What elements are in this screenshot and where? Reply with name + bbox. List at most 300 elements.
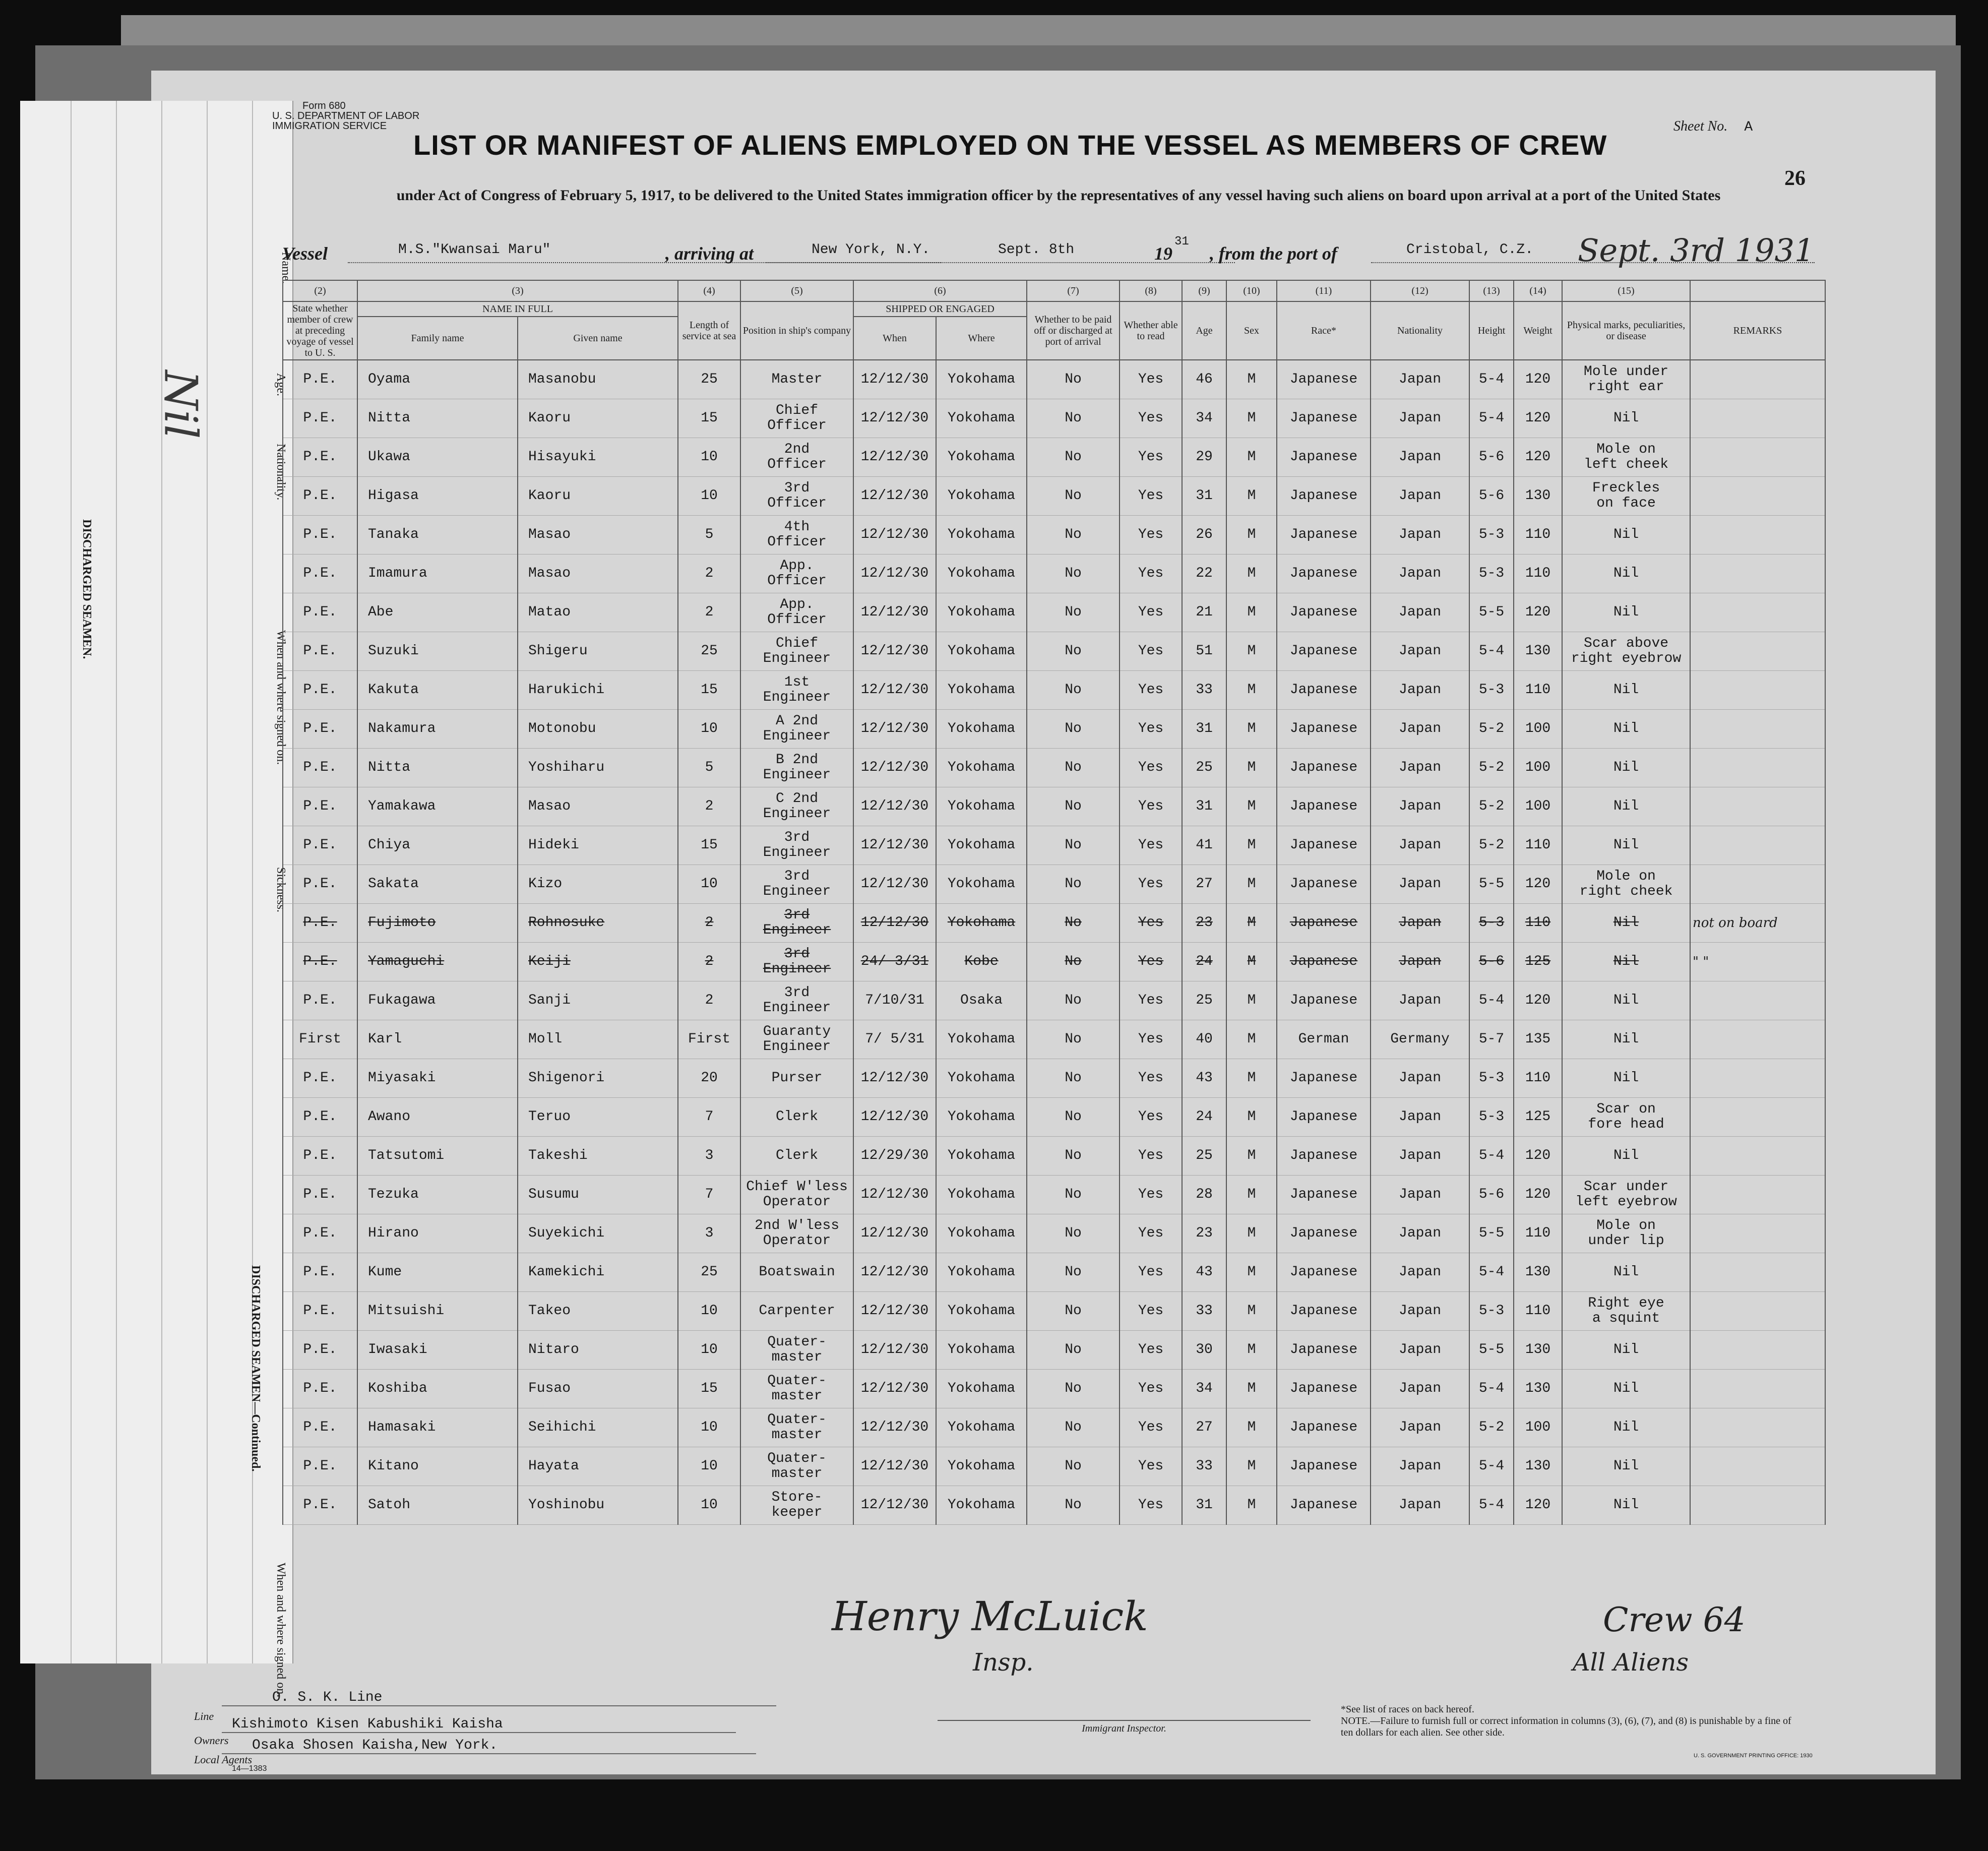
- cell-height: 5-4: [1469, 399, 1514, 438]
- cell-family-name: Ukawa: [357, 438, 518, 477]
- crew-count-note: Crew 64: [1603, 1600, 1746, 1639]
- cell-remarks: [1690, 710, 1825, 749]
- form-number: Form 680: [302, 100, 346, 111]
- cell-length-of-service: 5: [678, 516, 740, 554]
- cell-physical-marks: Right eye a squint: [1562, 1292, 1690, 1331]
- agents-code: 14—1383: [232, 1764, 267, 1773]
- cell-height: 5-2: [1469, 787, 1514, 826]
- cell-weight: 100: [1514, 749, 1562, 787]
- cell-shipped-when: 12/12/30: [853, 1253, 936, 1292]
- header-when: When: [853, 317, 936, 360]
- cell-race: Japanese: [1277, 632, 1371, 671]
- cell-position: C 2nd Engineer: [740, 787, 853, 826]
- cell-height: 5-3: [1469, 1098, 1514, 1137]
- cell-nationality: Japan: [1371, 904, 1469, 943]
- cell-race: Japanese: [1277, 749, 1371, 787]
- cell-race: Japanese: [1277, 1447, 1371, 1486]
- cell-length-of-service: 15: [678, 399, 740, 438]
- cell-physical-marks: Nil: [1562, 943, 1690, 981]
- cell-paid-off: No: [1027, 632, 1120, 671]
- cell-prev-voyage: P.E.: [283, 1214, 357, 1253]
- cell-able-to-read: Yes: [1120, 671, 1182, 710]
- handwritten-date: Sept. 3rd 1931: [1578, 232, 1815, 269]
- header-sex: Sex: [1226, 301, 1277, 360]
- cell-remarks: [1690, 671, 1825, 710]
- cell-shipped-when: 12/12/30: [853, 1292, 936, 1331]
- cell-able-to-read: Yes: [1120, 1486, 1182, 1525]
- cell-given-name: Masao: [518, 516, 678, 554]
- line-value: O. S. K. Line: [222, 1690, 776, 1706]
- cell-height: 5-4: [1469, 1137, 1514, 1176]
- cell-able-to-read: Yes: [1120, 360, 1182, 399]
- cell-age: 31: [1182, 787, 1226, 826]
- cell-nationality: Japan: [1371, 1331, 1469, 1370]
- cell-family-name: Nitta: [357, 399, 518, 438]
- cell-given-name: Kaoru: [518, 399, 678, 438]
- cell-given-name: Masao: [518, 554, 678, 593]
- cell-remarks: [1690, 1447, 1825, 1486]
- cell-position: Chief W'less Operator: [740, 1176, 853, 1214]
- form-department: U. S. DEPARTMENT OF LABOR: [272, 110, 420, 121]
- cell-weight: 120: [1514, 399, 1562, 438]
- cell-family-name: Oyama: [357, 360, 518, 399]
- cell-length-of-service: 25: [678, 632, 740, 671]
- cell-length-of-service: 10: [678, 1408, 740, 1447]
- cell-family-name: Chiya: [357, 826, 518, 865]
- cell-race: Japanese: [1277, 1370, 1371, 1408]
- cell-age: 25: [1182, 1137, 1226, 1176]
- cell-shipped-when: 12/12/30: [853, 632, 936, 671]
- cell-family-name: Nitta: [357, 749, 518, 787]
- cell-able-to-read: Yes: [1120, 593, 1182, 632]
- footer-notes: [1341, 1704, 1794, 1739]
- cell-physical-marks: Nil: [1562, 516, 1690, 554]
- cell-given-name: Harukichi: [518, 671, 678, 710]
- stub-label-sickness: Sickness.: [274, 867, 287, 912]
- cell-nationality: Japan: [1371, 826, 1469, 865]
- cell-position: Guaranty Engineer: [740, 1020, 853, 1059]
- cell-nationality: Japan: [1371, 632, 1469, 671]
- cell-prev-voyage: P.E.: [283, 943, 357, 981]
- table-row: [283, 593, 1825, 632]
- cell-remarks: [1690, 1292, 1825, 1331]
- cell-weight: 135: [1514, 1020, 1562, 1059]
- cell-race: Japanese: [1277, 516, 1371, 554]
- cell-family-name: Kume: [357, 1253, 518, 1292]
- cell-nationality: Japan: [1371, 360, 1469, 399]
- cell-position: Purser: [740, 1059, 853, 1098]
- cell-race: Japanese: [1277, 1292, 1371, 1331]
- year-prefix: 19: [1154, 243, 1172, 264]
- cell-physical-marks: Nil: [1562, 710, 1690, 749]
- arrival-port[interactable]: New York, N.Y.: [812, 242, 930, 258]
- cell-remarks: [1690, 1486, 1825, 1525]
- cell-physical-marks: Nil: [1562, 1370, 1690, 1408]
- cell-sex: M: [1226, 787, 1277, 826]
- cell-shipped-where: Yokohama: [936, 1176, 1027, 1214]
- cell-age: 43: [1182, 1253, 1226, 1292]
- header-name-in-full: NAME IN FULL: [357, 301, 678, 317]
- cell-prev-voyage: P.E.: [283, 1137, 357, 1176]
- cell-paid-off: No: [1027, 1292, 1120, 1331]
- header-nationality: Nationality: [1371, 301, 1469, 360]
- cell-given-name: Shigeru: [518, 632, 678, 671]
- cell-prev-voyage: First: [283, 1020, 357, 1059]
- cell-shipped-when: 12/12/30: [853, 1214, 936, 1253]
- cell-weight: 120: [1514, 981, 1562, 1020]
- cell-family-name: Kitano: [357, 1447, 518, 1486]
- cell-physical-marks: Nil: [1562, 826, 1690, 865]
- table-row: [283, 1137, 1825, 1176]
- cell-nationality: Japan: [1371, 1137, 1469, 1176]
- cell-able-to-read: Yes: [1120, 787, 1182, 826]
- cell-height: 5-4: [1469, 632, 1514, 671]
- cell-shipped-when: 12/12/30: [853, 1408, 936, 1447]
- cell-paid-off: No: [1027, 710, 1120, 749]
- table-row: [283, 904, 1825, 943]
- cell-remarks: [1690, 1176, 1825, 1214]
- cell-race: Japanese: [1277, 1059, 1371, 1098]
- from-port[interactable]: Cristobal, C.Z.: [1406, 242, 1534, 258]
- stub-grid-line: [71, 101, 72, 1663]
- cell-able-to-read: Yes: [1120, 1253, 1182, 1292]
- cell-length-of-service: 2: [678, 593, 740, 632]
- cell-nationality: Japan: [1371, 1447, 1469, 1486]
- table-row: [283, 1408, 1825, 1447]
- cell-position: Master: [740, 360, 853, 399]
- cell-shipped-where: Yokohama: [936, 1137, 1027, 1176]
- cell-prev-voyage: P.E.: [283, 1370, 357, 1408]
- cell-nationality: Japan: [1371, 787, 1469, 826]
- cell-height: 5-3: [1469, 516, 1514, 554]
- table-row: [283, 981, 1825, 1020]
- cell-family-name: Fujimoto: [357, 904, 518, 943]
- cell-weight: 110: [1514, 671, 1562, 710]
- cell-height: 5-6: [1469, 477, 1514, 516]
- cell-weight: 120: [1514, 865, 1562, 904]
- cell-age: 31: [1182, 477, 1226, 516]
- cell-sex: M: [1226, 671, 1277, 710]
- cell-remarks: [1690, 1370, 1825, 1408]
- owners-label: Owners: [194, 1734, 229, 1747]
- col-num-5: (5): [740, 280, 853, 301]
- cell-position: Chief Engineer: [740, 632, 853, 671]
- cell-nationality: Japan: [1371, 1098, 1469, 1137]
- cell-position: 2nd Officer: [740, 438, 853, 477]
- cell-shipped-where: Yokohama: [936, 1408, 1027, 1447]
- cell-race: Japanese: [1277, 1176, 1371, 1214]
- table-row: [283, 360, 1825, 399]
- cell-shipped-where: Yokohama: [936, 749, 1027, 787]
- cell-given-name: Motonobu: [518, 710, 678, 749]
- cell-able-to-read: Yes: [1120, 943, 1182, 981]
- cell-height: 5-3: [1469, 1292, 1514, 1331]
- cell-position: 1st Engineer: [740, 671, 853, 710]
- cell-shipped-when: 12/12/30: [853, 554, 936, 593]
- cell-shipped-when: 12/12/30: [853, 1331, 936, 1370]
- cell-physical-marks: Nil: [1562, 1447, 1690, 1486]
- cell-shipped-when: 12/12/30: [853, 1486, 936, 1525]
- cell-position: 4th Officer: [740, 516, 853, 554]
- cell-height: 5-2: [1469, 826, 1514, 865]
- cell-nationality: Japan: [1371, 1292, 1469, 1331]
- cell-shipped-where: Yokohama: [936, 399, 1027, 438]
- cell-sex: M: [1226, 710, 1277, 749]
- vessel-name[interactable]: M.S."Kwansai Maru": [398, 242, 551, 258]
- table-row: [283, 1176, 1825, 1214]
- cell-shipped-where: Yokohama: [936, 865, 1027, 904]
- stub-grid-line: [207, 101, 208, 1663]
- cell-shipped-where: Yokohama: [936, 1331, 1027, 1370]
- cell-given-name: Hayata: [518, 1447, 678, 1486]
- cell-shipped-where: Osaka: [936, 981, 1027, 1020]
- cell-shipped-where: Yokohama: [936, 438, 1027, 477]
- cell-prev-voyage: P.E.: [283, 1447, 357, 1486]
- cell-remarks: [1690, 1331, 1825, 1370]
- cell-height: 5-2: [1469, 1408, 1514, 1447]
- cell-weight: 110: [1514, 1214, 1562, 1253]
- cell-remarks: [1690, 826, 1825, 865]
- cell-sex: M: [1226, 1447, 1277, 1486]
- cell-nationality: Japan: [1371, 477, 1469, 516]
- cell-length-of-service: 15: [678, 826, 740, 865]
- header-where: Where: [936, 317, 1027, 360]
- cell-length-of-service: 15: [678, 671, 740, 710]
- cell-given-name: Susumu: [518, 1176, 678, 1214]
- header-physical-marks: Physical marks, peculiarities, or disease: [1562, 301, 1690, 360]
- cell-age: 41: [1182, 826, 1226, 865]
- cell-height: 5-4: [1469, 1486, 1514, 1525]
- table-row: [283, 1253, 1825, 1292]
- cell-able-to-read: Yes: [1120, 981, 1182, 1020]
- col-num-14: (14): [1514, 280, 1562, 301]
- cell-remarks: [1690, 1020, 1825, 1059]
- cell-family-name: Sakata: [357, 865, 518, 904]
- header-given-name: Given name: [518, 317, 678, 360]
- cell-weight: 110: [1514, 554, 1562, 593]
- cell-nationality: Japan: [1371, 593, 1469, 632]
- cell-race: Japanese: [1277, 826, 1371, 865]
- cell-nationality: Japan: [1371, 943, 1469, 981]
- cell-family-name: Karl: [357, 1020, 518, 1059]
- cell-paid-off: No: [1027, 865, 1120, 904]
- cell-age: 27: [1182, 1408, 1226, 1447]
- cell-shipped-when: 12/12/30: [853, 593, 936, 632]
- cell-nationality: Japan: [1371, 981, 1469, 1020]
- cell-able-to-read: Yes: [1120, 1020, 1182, 1059]
- agents-value: Osaka Shosen Kaisha,New York.: [222, 1738, 756, 1754]
- cell-position: Clerk: [740, 1098, 853, 1137]
- from-port-label: , from the port of: [1210, 243, 1338, 264]
- table-row: [283, 749, 1825, 787]
- cell-height: 5-5: [1469, 1214, 1514, 1253]
- cell-length-of-service: 10: [678, 477, 740, 516]
- cell-race: Japanese: [1277, 593, 1371, 632]
- cell-age: 25: [1182, 981, 1226, 1020]
- cell-sex: M: [1226, 593, 1277, 632]
- header-remarks: REMARKS: [1690, 301, 1825, 360]
- cell-remarks: [1690, 554, 1825, 593]
- cell-shipped-where: Yokohama: [936, 787, 1027, 826]
- cell-paid-off: No: [1027, 1059, 1120, 1098]
- cell-given-name: Kamekichi: [518, 1253, 678, 1292]
- cell-prev-voyage: P.E.: [283, 1408, 357, 1447]
- cell-family-name: Miyasaki: [357, 1059, 518, 1098]
- cell-position: Clerk: [740, 1137, 853, 1176]
- cell-paid-off: No: [1027, 1370, 1120, 1408]
- table-row: [283, 1059, 1825, 1098]
- cell-family-name: Satoh: [357, 1486, 518, 1525]
- cell-weight: 125: [1514, 1098, 1562, 1137]
- cell-remarks: [1690, 399, 1825, 438]
- cell-family-name: Kakuta: [357, 671, 518, 710]
- cell-able-to-read: Yes: [1120, 749, 1182, 787]
- cell-shipped-when: 12/12/30: [853, 1059, 936, 1098]
- cell-nationality: Japan: [1371, 1253, 1469, 1292]
- cell-given-name: Rohnosuke: [518, 904, 678, 943]
- cell-weight: 130: [1514, 477, 1562, 516]
- cell-able-to-read: Yes: [1120, 865, 1182, 904]
- year-suffix[interactable]: 31: [1174, 235, 1189, 249]
- cell-remarks: [1690, 438, 1825, 477]
- cell-physical-marks: Mole on under lip: [1562, 1214, 1690, 1253]
- cell-sex: M: [1226, 981, 1277, 1020]
- cell-shipped-when: 12/12/30: [853, 1370, 936, 1408]
- stub-label-age: Age.: [274, 373, 287, 396]
- cell-shipped-where: Yokohama: [936, 1214, 1027, 1253]
- stub-heading-discharged: DISCHARGED SEAMEN.: [80, 519, 93, 659]
- cell-able-to-read: Yes: [1120, 1447, 1182, 1486]
- col-num-2: (2): [283, 280, 357, 301]
- cell-given-name: Matao: [518, 593, 678, 632]
- cell-race: Japanese: [1277, 438, 1371, 477]
- cell-position: 3rd Engineer: [740, 981, 853, 1020]
- cell-sex: M: [1226, 1331, 1277, 1370]
- cell-family-name: Mitsuishi: [357, 1292, 518, 1331]
- cell-sex: M: [1226, 632, 1277, 671]
- cell-sex: M: [1226, 477, 1277, 516]
- cell-able-to-read: Yes: [1120, 1292, 1182, 1331]
- cell-weight: 130: [1514, 1253, 1562, 1292]
- cell-physical-marks: Mole under right ear: [1562, 360, 1690, 399]
- cell-physical-marks: Mole on left cheek: [1562, 438, 1690, 477]
- cell-given-name: Fusao: [518, 1370, 678, 1408]
- table-row: [283, 632, 1825, 671]
- cell-prev-voyage: P.E.: [283, 749, 357, 787]
- table-row: [283, 1214, 1825, 1253]
- cell-sex: M: [1226, 1370, 1277, 1408]
- table-row: [283, 787, 1825, 826]
- cell-physical-marks: Nil: [1562, 1137, 1690, 1176]
- cell-given-name: Hideki: [518, 826, 678, 865]
- cell-prev-voyage: P.E.: [283, 516, 357, 554]
- cell-paid-off: No: [1027, 399, 1120, 438]
- cell-sex: M: [1226, 516, 1277, 554]
- table-row: [283, 399, 1825, 438]
- cell-shipped-where: Yokohama: [936, 516, 1027, 554]
- cell-age: 27: [1182, 865, 1226, 904]
- cell-physical-marks: Nil: [1562, 671, 1690, 710]
- cell-able-to-read: Yes: [1120, 826, 1182, 865]
- cell-shipped-when: 12/12/30: [853, 477, 936, 516]
- owners-value: Kishimoto Kisen Kabushiki Kaisha: [222, 1716, 736, 1733]
- col-num-6: (6): [853, 280, 1027, 301]
- cell-weight: 130: [1514, 1370, 1562, 1408]
- cell-paid-off: No: [1027, 904, 1120, 943]
- cell-paid-off: No: [1027, 477, 1120, 516]
- cell-position: 2nd W'less Operator: [740, 1214, 853, 1253]
- cell-able-to-read: Yes: [1120, 399, 1182, 438]
- cell-given-name: Sanji: [518, 981, 678, 1020]
- agents-label: Local Agents: [194, 1753, 253, 1766]
- cell-remarks: [1690, 787, 1825, 826]
- cell-height: 5-3: [1469, 904, 1514, 943]
- stub-label-name: Name.: [279, 252, 292, 284]
- cell-paid-off: No: [1027, 1447, 1120, 1486]
- cell-paid-off: No: [1027, 749, 1120, 787]
- cell-race: Japanese: [1277, 1486, 1371, 1525]
- cell-length-of-service: First: [678, 1020, 740, 1059]
- cell-race: Japanese: [1277, 1098, 1371, 1137]
- header-able-to-read: Whether able to read: [1120, 301, 1182, 360]
- cell-shipped-when: 12/12/30: [853, 787, 936, 826]
- cell-remarks: not on board: [1690, 904, 1825, 943]
- arrival-date[interactable]: Sept. 8th: [998, 242, 1075, 258]
- cell-race: Japanese: [1277, 1253, 1371, 1292]
- cell-remarks: [1690, 360, 1825, 399]
- cell-physical-marks: Nil: [1562, 1331, 1690, 1370]
- cell-nationality: Japan: [1371, 865, 1469, 904]
- cell-position: 3rd Engineer: [740, 826, 853, 865]
- cell-given-name: Yoshinobu: [518, 1486, 678, 1525]
- cell-nationality: Japan: [1371, 1370, 1469, 1408]
- cell-sex: M: [1226, 554, 1277, 593]
- cell-position: Boatswain: [740, 1253, 853, 1292]
- stub-heading-discharged-continued: DISCHARGED SEAMEN—Continued.: [249, 1265, 262, 1472]
- header-position: Position in ship's company: [740, 301, 853, 360]
- cell-prev-voyage: P.E.: [283, 632, 357, 671]
- header-height: Height: [1469, 301, 1514, 360]
- cell-length-of-service: 10: [678, 438, 740, 477]
- cell-shipped-when: 12/12/30: [853, 904, 936, 943]
- cell-given-name: Shigenori: [518, 1059, 678, 1098]
- cell-able-to-read: Yes: [1120, 516, 1182, 554]
- cell-able-to-read: Yes: [1120, 1098, 1182, 1137]
- cell-paid-off: No: [1027, 1408, 1120, 1447]
- cell-physical-marks: Nil: [1562, 399, 1690, 438]
- cell-length-of-service: 15: [678, 1370, 740, 1408]
- crew-rows: [283, 360, 1825, 1525]
- cell-shipped-where: Yokohama: [936, 632, 1027, 671]
- cell-race: Japanese: [1277, 904, 1371, 943]
- cell-given-name: Takeshi: [518, 1137, 678, 1176]
- cell-remarks: [1690, 632, 1825, 671]
- cell-prev-voyage: P.E.: [283, 904, 357, 943]
- cell-length-of-service: 7: [678, 1098, 740, 1137]
- cell-race: Japanese: [1277, 943, 1371, 981]
- cell-length-of-service: 3: [678, 1214, 740, 1253]
- cell-age: 25: [1182, 749, 1226, 787]
- cell-length-of-service: 25: [678, 1253, 740, 1292]
- cell-remarks: [1690, 1137, 1825, 1176]
- cell-age: 34: [1182, 399, 1226, 438]
- cell-given-name: Teruo: [518, 1098, 678, 1137]
- cell-prev-voyage: P.E.: [283, 981, 357, 1020]
- header-age: Age: [1182, 301, 1226, 360]
- cell-paid-off: No: [1027, 671, 1120, 710]
- cell-length-of-service: 10: [678, 865, 740, 904]
- cell-sex: M: [1226, 826, 1277, 865]
